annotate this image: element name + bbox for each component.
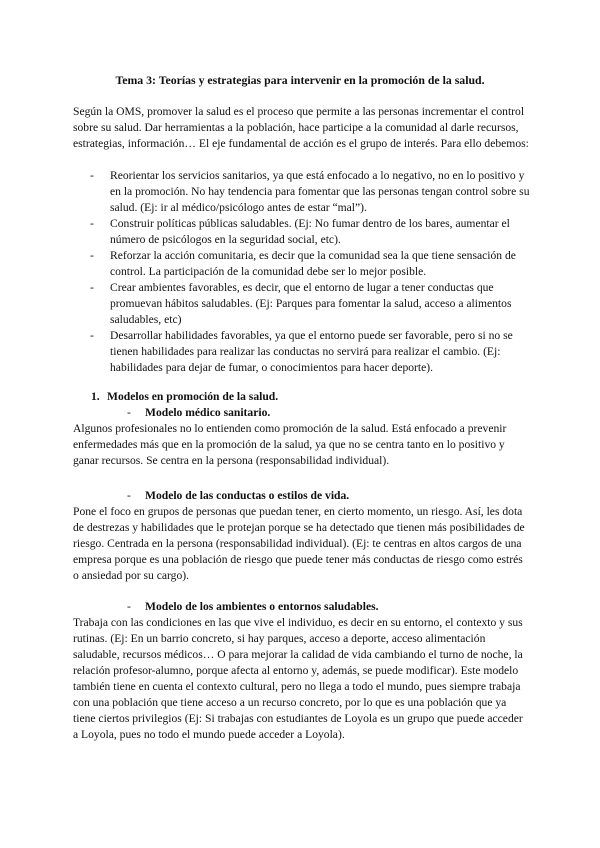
- list-item: - Crear ambientes favorables, es decir, que el entorno de lugar a tener conductas que promuevan hábitos saludables. (Ej: Parques para fomentar la salud, acceso a alimentos saludables, etc): [90, 280, 530, 328]
- model-heading-text: Modelo de los ambientes o entornos saludables.: [145, 600, 379, 613]
- model-heading-conductas: [127, 488, 349, 504]
- list-item: - Reforzar la acción comunitaria, es decir que la comunidad sea la que tiene sensación de control. La participación de la comunidad debe ser lo mejor posible.: [90, 248, 530, 280]
- model-paragraph-conductas: Pone el foco en grupos de personas que puedan tener, en cierto momento, un riesgo. Así, les dota de destrezas y habilidades que le protejan porque se ha detectado que tienen más posibilidades de riesgo. Centrada en la persona (responsabilidad individual). (Ej: te centras en altos cargos de una empresa porque es una población de riesgo que puede tener más conductas de riesgo como estrés o ansiedad por su cargo).: [73, 505, 525, 582]
- list-item: - Reorientar los servicios sanitarios, ya que está enfocado a lo negativo, no en lo positivo y en la promoción. No hay tendencia para fomentar que las personas tengan control sobre su salud. (Ej: ir al médico/psicólogo antes de estar “mal”).: [90, 168, 530, 216]
- model-heading-medico: [127, 405, 270, 421]
- dash-marker: -: [127, 406, 131, 419]
- list-item: - Desarrollar habilidades favorables, ya que el entorno puede ser favorable, pero si no se tienen habilidades para realizar las conductas no servirá para realizar el cambio. (Ej: habilidades para dejar de fumar, o conocimientos para hacer deporte).: [90, 328, 530, 376]
- action-list: [90, 168, 530, 376]
- page-title: Tema 3: Teorías y estrategias para intervenir en la promoción de la salud.: [115, 73, 485, 87]
- section-heading: [91, 389, 278, 405]
- dash-marker: -: [127, 600, 131, 613]
- list-item: - Construir políticas públicas saludables. (Ej: No fumar dentro de los bares, aumentar el número de psicólogos en la seguridad social, etc).: [90, 216, 530, 248]
- model-heading-text: Modelo de las conductas o estilos de vida.: [145, 489, 350, 502]
- section-heading-text: Modelos en promoción de la salud.: [107, 390, 279, 403]
- model-heading-ambientes: [127, 599, 379, 615]
- dash-marker: -: [127, 489, 131, 502]
- model-heading-text: Modelo médico sanitario.: [145, 406, 271, 419]
- section-number: 1.: [91, 390, 100, 403]
- intro-paragraph: Según la OMS, promover la salud es el proceso que permite a las personas incrementar el control sobre su salud. Dar herramientas a la población, hace participe a la comunidad al darle recursos, estrategias, información… El eje fundamental de acción es el grupo de interés. Para ello debemos:: [73, 105, 529, 150]
- model-paragraph-medico: Algunos profesionales no lo entienden como promoción de la salud. Está enfocado a prevenir enfermedades más que en la promoción de la salud, ya que no se centra tanto en lo positivo y ganar recursos. Se centra en la persona (responsabilidad individual).: [73, 422, 507, 467]
- model-paragraph-ambientes: Trabaja con las condiciones en las que vive el individuo, es decir en su entorno, el contexto y sus rutinas. (Ej: En un barrio concreto, si hay parques, acceso a deporte, acceso alimentación saludable, recursos médicos… O para mejorar la calidad de vida cambiando el turno de noche, la relación profesor-alumno, porque afecta al entorno y, además, se puede modificar). Este modelo también tiene en cuenta el contexto cultural, pero no llega a todo el mundo, pues siempre trabaja con una población que tiene acceso a un recurso concreto, por lo que es una población que ya tiene ciertos privilegios (Ej: Si trabajas con estudiantes de Loyola es un grupo que puede acceder a Loyola, pues no todo el mundo puede acceder a Loyola).: [73, 616, 523, 741]
